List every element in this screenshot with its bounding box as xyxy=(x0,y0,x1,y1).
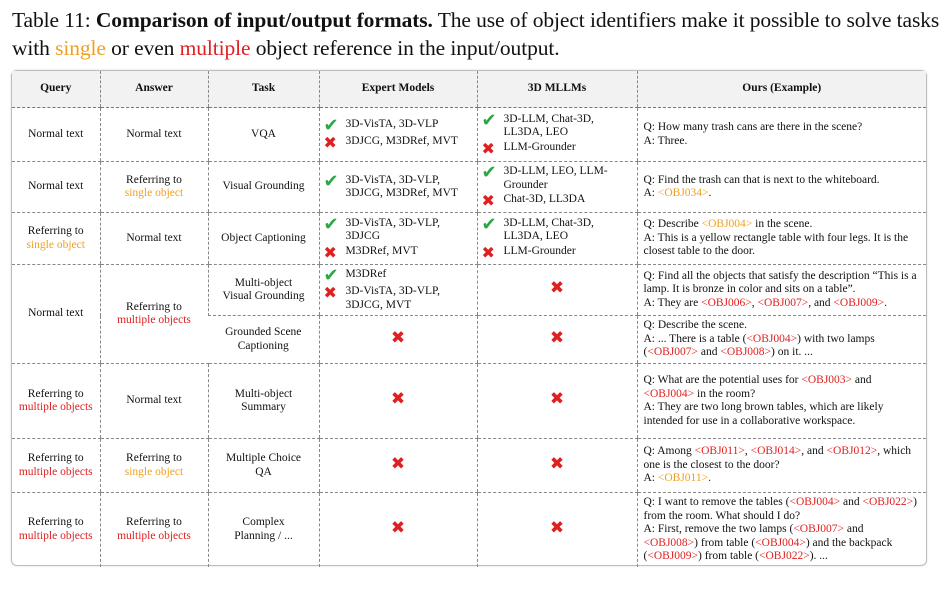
check-icon: ✔ xyxy=(323,170,339,192)
ours-cell: Q: Describe <OBJ004> in the scene. A: This is a yellow rectangle table with four legs. It is the closest table to the door. xyxy=(637,213,926,265)
ours-cell: Q: Find all the objects that satisfy the description “This is a lamp. It is bronze in color and sits on a table”. A: They are <OBJ006>, <OBJ007>, and <OBJ009>. xyxy=(637,265,926,316)
ours-cell: Q: What are the potential uses for <OBJ003> and <OBJ004> in the room? A: They are two long brown tables, which are likely intended for use in a collaborative workspace. xyxy=(637,364,926,439)
caption-prefix: Table 11: xyxy=(12,8,96,32)
cross-icon: ✖ xyxy=(549,518,565,538)
cross-icon: ✖ xyxy=(323,133,337,152)
expert-cell: ✔ 3D-VisTA, 3D-VLP, 3DJCG ✖ M3DRef, MVT xyxy=(319,213,477,265)
query-cell: Referring to multiple objects xyxy=(18,516,93,542)
answer-cell: Normal text xyxy=(100,213,208,265)
caption-single: single xyxy=(55,36,106,60)
ours-cell: Q: Describe the scene. A: ... There is a table (<OBJ004>) with two lamps (<OBJ007> and <OBJ008>) on it. ... xyxy=(637,316,926,364)
cross-icon: ✖ xyxy=(390,453,406,474)
check-icon: ✔ xyxy=(481,109,497,131)
table-row xyxy=(12,439,926,493)
cross-icon: ✖ xyxy=(390,389,406,410)
query-cell: Normal text xyxy=(12,162,100,213)
expert-cell: ✔ M3DRef ✖ 3D-VisTA, 3D-VLP, 3DJCG, MVT xyxy=(319,265,477,316)
query-cell: Referring to multiple objects xyxy=(12,364,100,439)
header-answer: Answer xyxy=(100,71,208,108)
cross-icon: ✖ xyxy=(481,191,495,210)
expert-cell: ✔ 3D-VisTA, 3D-VLP, 3DJCG, M3DRef, MVT xyxy=(319,162,477,213)
cross-icon: ✖ xyxy=(481,138,495,158)
mllm-cell xyxy=(477,364,637,439)
task-cell: Object Captioning xyxy=(208,213,319,265)
cross-icon: ✖ xyxy=(323,242,337,262)
table-caption xyxy=(12,6,942,62)
check-icon: ✔ xyxy=(481,162,497,183)
mllm-cell: ✔ 3D-LLM, Chat-3D, LL3DA, LEO ✖ LLM-Grounder xyxy=(477,213,637,265)
table-row xyxy=(12,108,926,162)
task-cell: VQA xyxy=(208,108,319,162)
answer-cell: Normal text xyxy=(100,108,208,162)
comparison-table xyxy=(11,70,927,566)
mllm-cell xyxy=(477,493,637,567)
task-cell: Multi-object Visual Grounding xyxy=(208,265,319,316)
table-row xyxy=(12,213,926,265)
task-cell: Multiple Choice QA xyxy=(208,439,319,493)
header-row xyxy=(12,71,926,108)
header-3d-mllms: 3D MLLMs xyxy=(477,71,637,108)
mllm-cell: ✔ 3D-LLM, LEO, LLM-Grounder ✖ Chat-3D, LL3DA xyxy=(477,162,637,213)
cross-icon: ✖ xyxy=(549,389,565,410)
check-icon: ✔ xyxy=(323,265,339,286)
check-icon: ✔ xyxy=(323,213,339,235)
expert-cell xyxy=(319,493,477,567)
check-icon: ✔ xyxy=(323,115,339,136)
ours-cell: Q: Find the trash can that is next to the whiteboard. A: <OBJ034>. xyxy=(637,162,926,213)
header-task: Task xyxy=(208,71,319,108)
cross-icon: ✖ xyxy=(549,327,565,348)
task-cell: Grounded Scene Captioning xyxy=(208,316,319,364)
header-query: Query xyxy=(12,71,100,108)
expert-cell xyxy=(319,364,477,439)
task-cell: Multi-object Summary xyxy=(208,364,319,439)
caption-body: object reference in the input/output. xyxy=(250,36,560,60)
caption-body: The use of object identifiers make it possible to solve tasks with xyxy=(12,8,940,60)
expert-cell: ✔ 3D-VisTA, 3D-VLP ✖ 3DJCG, M3DRef, MVT xyxy=(319,108,477,162)
table-row xyxy=(12,493,926,567)
task-cell: Visual Grounding xyxy=(208,162,319,213)
check-icon: ✔ xyxy=(481,213,497,235)
expert-cell xyxy=(319,439,477,493)
mllm-cell xyxy=(477,316,637,364)
cross-icon: ✖ xyxy=(323,283,337,302)
mllm-cell: ✔ 3D-LLM, Chat-3D, LL3DA, LEO ✖ LLM-Grounder xyxy=(477,108,637,162)
cross-icon: ✖ xyxy=(481,242,495,262)
header-expert-models: Expert Models xyxy=(319,71,477,108)
mllm-cell xyxy=(477,439,637,493)
caption-title: Comparison of input/output formats. xyxy=(95,8,433,32)
caption-multiple: multiple xyxy=(179,36,251,60)
ours-cell: Q: Among <OBJ011>, <OBJ014>, and <OBJ012>, which one is the closest to the door? A: <OBJ011>. xyxy=(637,439,926,493)
answer-cell: Referring to single object xyxy=(100,439,208,493)
table-row xyxy=(12,364,926,439)
caption-body: or even xyxy=(105,36,180,60)
cross-icon: ✖ xyxy=(549,453,565,474)
query-cell: Referring to single object xyxy=(12,213,100,265)
cross-icon: ✖ xyxy=(390,327,406,348)
mllm-cell xyxy=(477,265,637,316)
table-row xyxy=(12,162,926,213)
cross-icon: ✖ xyxy=(549,278,565,299)
answer-cell: Normal text xyxy=(100,364,208,439)
answer-cell: Referring to multiple objects xyxy=(100,265,208,364)
query-cell: Normal text xyxy=(12,108,100,162)
cross-icon: ✖ xyxy=(390,518,406,538)
ours-cell: Q: I want to remove the tables (<OBJ004> and <OBJ022>) from the room. What should I do? A: First, remove the two lamps (<OBJ007> and <OBJ008>) from table (<OBJ004>) and the backpack (<OBJ009>) from table (<OBJ022>). ... xyxy=(637,493,926,567)
expert-cell xyxy=(319,316,477,364)
table-row xyxy=(12,265,926,316)
query-cell: Normal text xyxy=(12,265,100,364)
header-ours: Ours (Example) xyxy=(637,71,926,108)
answer-cell: Referring to single object xyxy=(100,162,208,213)
answer-cell: Referring to multiple objects xyxy=(100,493,208,567)
ours-cell: Q: How many trash cans are there in the scene? A: Three. xyxy=(637,108,926,162)
task-cell: Complex Planning / ... xyxy=(208,493,319,567)
query-cell: Referring to multiple objects xyxy=(12,439,100,493)
